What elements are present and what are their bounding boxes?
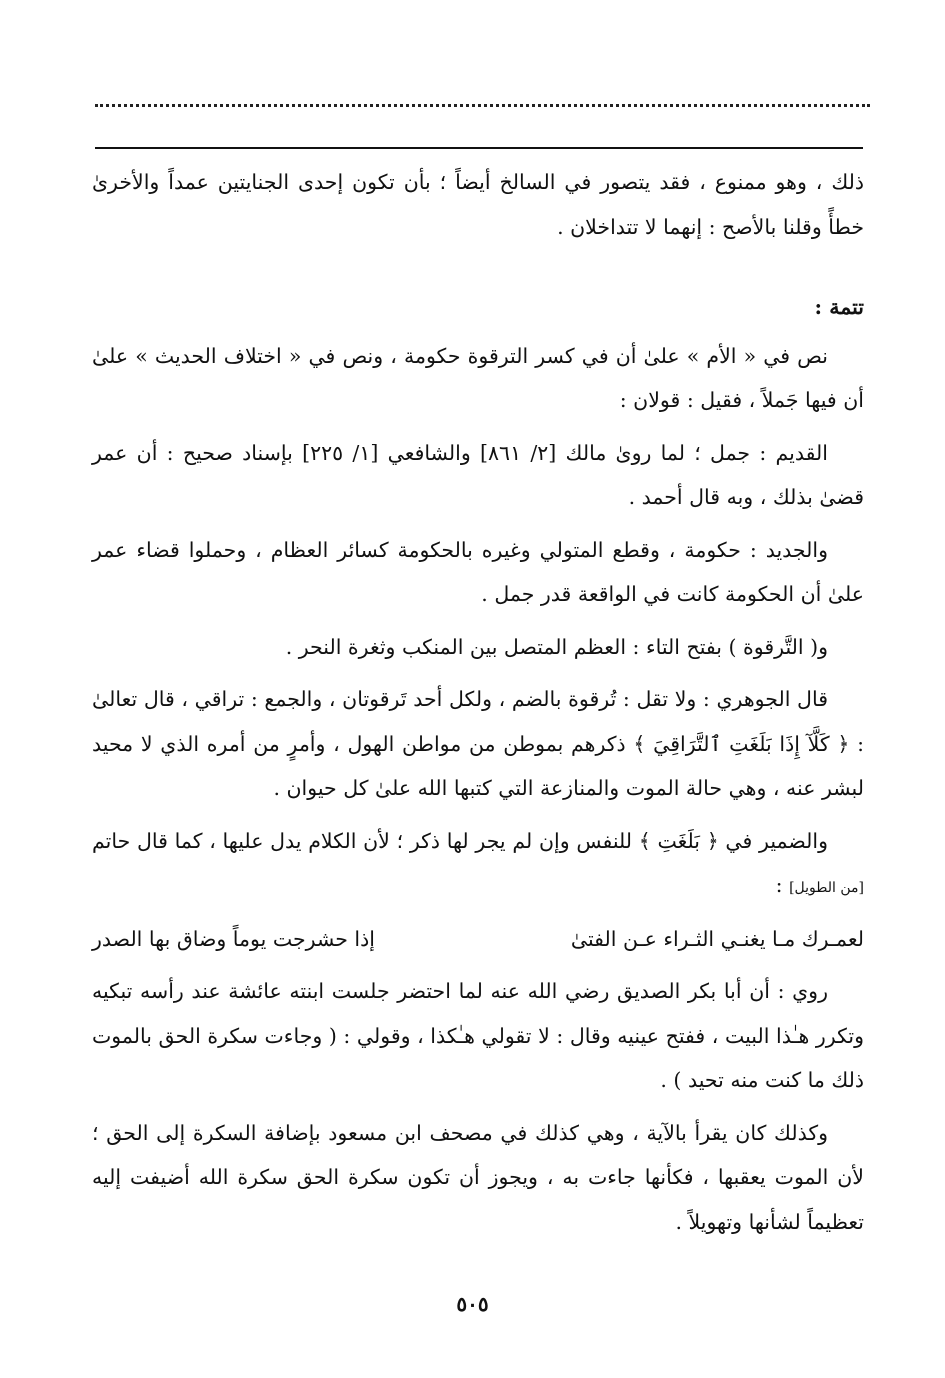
paragraph-abu-bakr: روي : أن أبا بكر الصديق رضي الله عنه لما احتضر جلست ابنته عائشة عند رأسه تبكيه وتكرر هـٰذا البيت ، ففتح عينيه وقال : لا تقولي هـٰكذا ، وقولي : ( وجاءت سكرة الحق بالموت ذلك ما كنت منه تحيد ) . <box>92 979 864 1092</box>
paragraph-pronoun-text: والضمير في ﴿ بَلَغَتِ ﴾ للنفس وإن لم يجر لها ذكر ؛ لأن الكلام يدل عليها ، كما قال حاتم <box>92 828 828 853</box>
paragraph-tarquwa-definition: و( التَّرقوة ) بفتح التاء : العظم المتصل بين المنكب وثغرة النحر . <box>285 634 828 659</box>
paragraph-text-position: نص في « الأم » علىٰ أن في كسر الترقوة حكومة ، ونص في « اختلاف الحديث » علىٰ أن فيها جَملاً ، فقيل : قولان : <box>92 343 864 412</box>
meter-note: [من الطويل] <box>789 880 864 896</box>
page-body <box>92 160 864 1244</box>
poem-verse <box>92 917 864 962</box>
paragraph-old-opinion: القديم : جمل ؛ لما روىٰ مالك [٢/ ٨٦١] والشافعي [١/ ٢٢٥] بإسناد صحيح : أن عمر قضىٰ بذلك ، وبه قال أحمد . <box>92 440 864 509</box>
dotted-separator <box>95 92 870 107</box>
paragraph-pronoun-colon: : <box>775 873 790 897</box>
header-rule <box>95 147 863 149</box>
page-number: ٥٠٥ <box>456 1292 489 1316</box>
paragraph-continuation: ذلك ، وهو ممنوع ، فقد يتصور في السالخ أيضاً ؛ بأن تكون إحدى الجنايتين عمداً والأخرىٰ خطأً وقلنا بالأصح : إنهما لا تتداخلان . <box>92 170 864 239</box>
paragraph-pronoun <box>92 819 864 911</box>
poem-first-hemistich: لعمـرك مـا يغنـي الثـراء عـن الفتىٰ <box>570 926 864 951</box>
paragraph-jawhari: قال الجوهري : ولا تقل : تُرقوة بالضم ، ولكل أحد تَرقوتان ، والجمع : تراقي ، قال تعالىٰ : ﴿ كَلَّآ إِذَا بَلَغَتِ ٱلتَّرَاقِيَ ﴾ ذكرهم بموطن من مواطن الهول ، وأمرٍ من أمره الذي لا محيد لبشر عنه ، وهي حالة الموت والمنازعة التي كتبها الله علىٰ كل حيوان . <box>92 687 864 800</box>
paragraph-ibn-masud: وكذلك كان يقرأ بالآية ، وهي كذلك في مصحف ابن مسعود بإضافة السكرة إلى الحق ؛ لأن الموت يعقبها ، فكأنها جاءت به ، ويجوز أن تكون سكرة الحق سكرة الله أضيفت إليه تعظيماً لشأنها وتهويلاً . <box>92 1120 864 1234</box>
paragraph-new-opinion: والجديد : حكومة ، وقطع المتولي وغيره بالحكومة كسائر العظام ، وحملوا قضاء عمر علىٰ أن الحكومة كانت في الواقعة قدر جمل . <box>92 537 864 606</box>
section-heading: تتمة : <box>814 295 864 319</box>
poem-second-hemistich: إذا حشرجت يوماً وضاق بها الصدر <box>92 926 375 951</box>
